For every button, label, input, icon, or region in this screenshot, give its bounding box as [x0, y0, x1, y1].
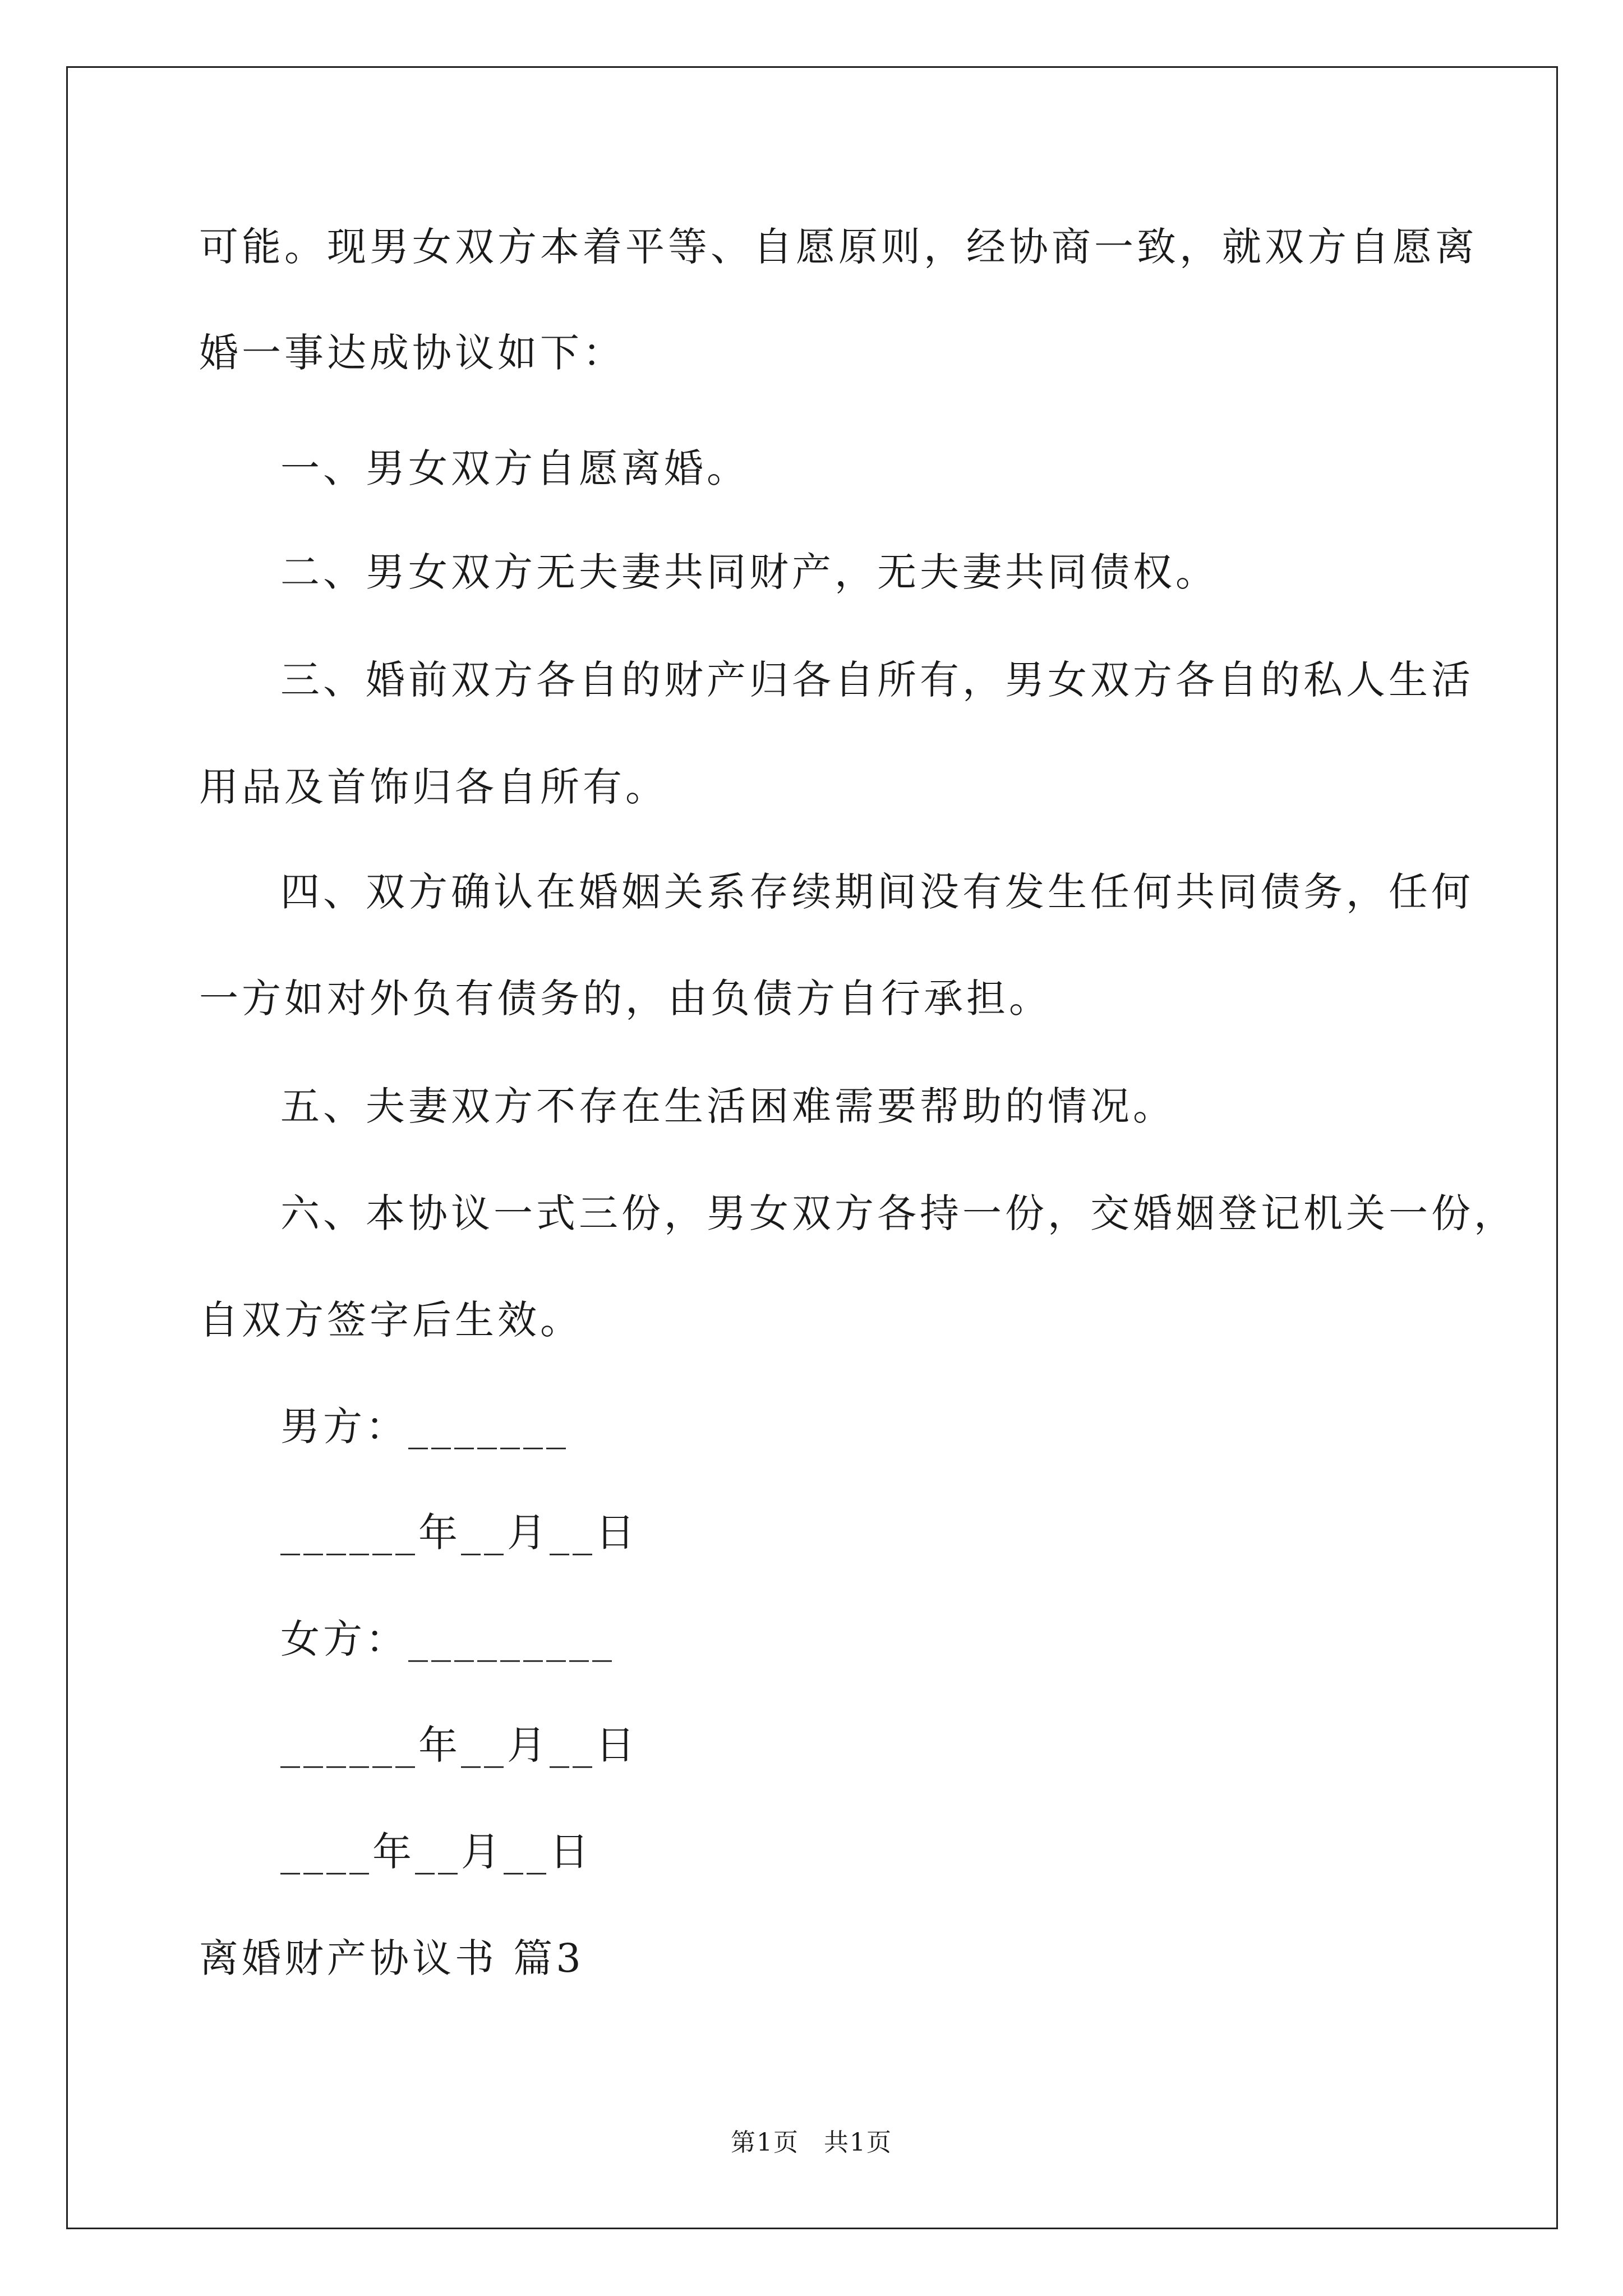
wife-signature-line: 女方：_________ — [280, 1616, 615, 1662]
clause-6-line-2: 自双方签字后生效。 — [199, 1297, 583, 1343]
clause-3-line-1: 三、婚前双方各自的财产归各自所有，男女双方各自的私人生活 — [280, 657, 1474, 703]
page-total: 共1页 — [824, 2128, 892, 2157]
page-footer — [0, 2126, 1623, 2160]
agreement-date-line: ____年__月__日 — [280, 1829, 592, 1875]
husband-date-line: ______年__月__日 — [280, 1510, 638, 1556]
clause-6-line-1: 六、本协议一式三份，男女双方各持一份，交婚姻登记机关一份， — [280, 1190, 1516, 1236]
clause-2: 二、男女双方无夫妻共同财产，无夫妻共同债权。 — [280, 549, 1218, 595]
wife-date-line: ______年__月__日 — [280, 1722, 638, 1768]
paragraph-intro-line-1: 可能。现男女双方本着平等、自愿原则，经协商一致，就双方自愿离 — [199, 224, 1478, 270]
clause-5: 五、夫妻双方不存在生活困难需要帮助的情况。 — [280, 1083, 1175, 1129]
clause-4-line-2: 一方如对外负有债务的，由负债方自行承担。 — [199, 976, 1052, 1022]
paragraph-intro-line-2: 婚一事达成协议如下： — [199, 330, 625, 376]
clause-4-line-1: 四、双方确认在婚姻关系存续期间没有发生任何共同债务，任何 — [280, 869, 1474, 915]
husband-signature-line: 男方：_______ — [280, 1404, 569, 1450]
section-heading: 离婚财产协议书 篇3 — [199, 1935, 584, 1981]
page-border — [66, 66, 1558, 2229]
page-number: 第1页 — [731, 2128, 799, 2157]
clause-1: 一、男女双方自愿离婚。 — [280, 445, 749, 491]
clause-3-line-2: 用品及首饰归各自所有。 — [199, 764, 668, 810]
